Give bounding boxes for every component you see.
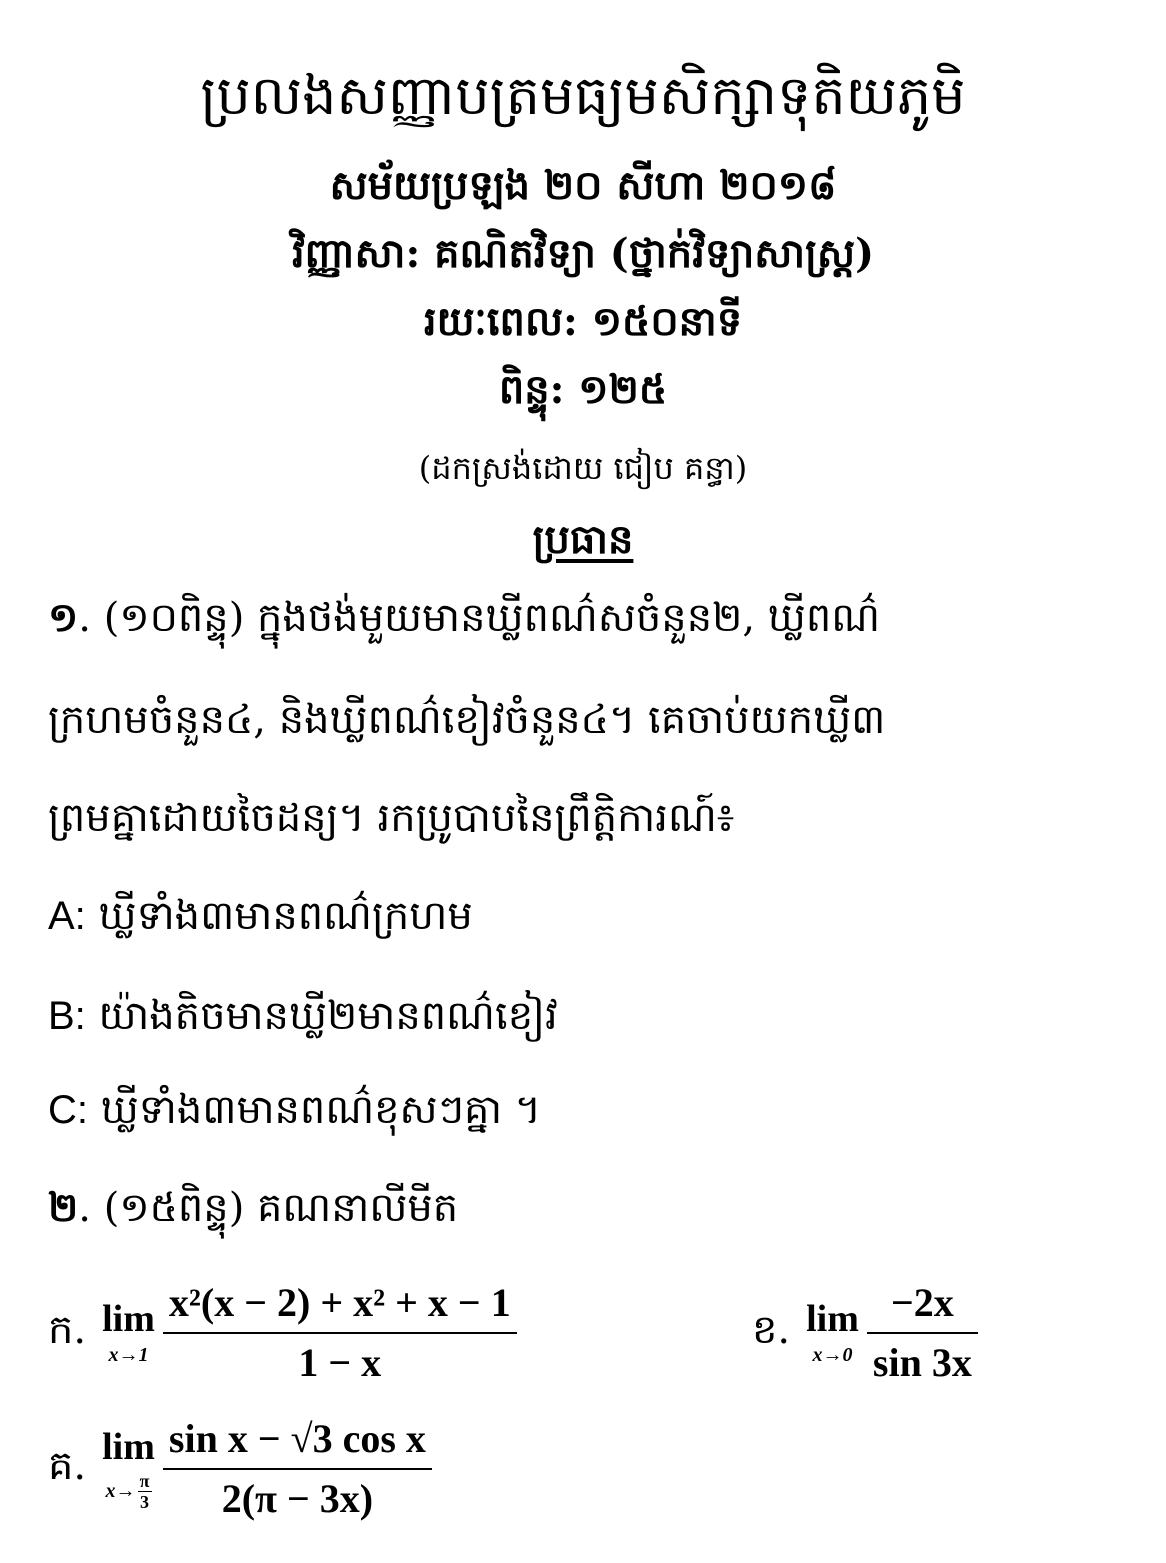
event-c-text: ឃ្លីទាំង៣មានពណ៌ខុសៗគ្នា ។ <box>88 1087 542 1133</box>
limit-c <box>48 1416 432 1522</box>
question-1-text-1: . (១០ពិន្ទុ) ក្នុងថង់មួយមានឃ្លីពណ៌សចំនួន២, ឃ្លីពណ៌ <box>78 595 881 641</box>
limit-a-fraction <box>163 1280 517 1386</box>
limit-b-fraction <box>867 1280 978 1386</box>
event-b-label: B: <box>48 994 86 1038</box>
limit-b-numerator: −2x <box>890 1280 954 1325</box>
limit-c-fraction-bar <box>163 1468 432 1470</box>
limit-c-approach-den: 3 <box>140 1491 149 1512</box>
limit-b-operator <box>806 1297 859 1367</box>
limit-c-label: គ. <box>48 1442 87 1489</box>
limit-a-approach: x→1 <box>108 1343 149 1366</box>
exam-subject: វិញ្ញាសា: គណិតវិទ្យា (ថ្នាក់វិទ្យាសាស្ត្រ) <box>291 230 875 277</box>
limit-c-fraction <box>163 1416 432 1522</box>
limit-c-denominator: 2(π − 3x) <box>221 1476 374 1521</box>
limit-a-denominator: 1 − x <box>298 1340 382 1385</box>
event-a-text: ឃ្លីទាំង៣មានពណ៌ក្រហម <box>85 893 473 939</box>
limit-c-approach-var: x→ <box>105 1479 136 1502</box>
event-b <box>48 990 558 1049</box>
limit-c-lim: lim <box>102 1425 155 1468</box>
exam-duration: រយៈពេល: ១៥០នាទី <box>423 298 743 345</box>
question-2-number: ២ <box>48 1184 79 1231</box>
exam-title: ប្រលងសញ្ញាបត្រមធ្យមសិក្សាទុតិយភូមិ <box>200 64 966 127</box>
limit-c-numerator: sin x − √3 cos x <box>168 1416 426 1461</box>
limit-b-approach: x→0 <box>812 1343 853 1366</box>
question-2-text: . (១៥ពិន្ទុ) គណនាលីមីត <box>78 1185 459 1231</box>
limit-a-operator <box>102 1297 155 1367</box>
limit-b-denominator: sin 3x <box>872 1340 972 1385</box>
limit-c-approach-fraction <box>138 1472 152 1511</box>
question-2-line <box>48 1182 458 1241</box>
limit-c-approach-num: π <box>139 1470 150 1491</box>
event-b-text: យ៉ាងតិចមានឃ្លី២មានពណ៌ខៀវ <box>85 993 558 1039</box>
exam-score: ពិន្ទុ: ១២៥ <box>498 366 668 413</box>
limit-a-lim: lim <box>102 1297 155 1340</box>
limit-a-label: ក. <box>48 1306 87 1353</box>
limit-c-operator <box>102 1425 155 1512</box>
section-heading <box>0 514 1166 573</box>
question-1-line-2: ក្រហមចំនួន៤, និងឃ្លីពណ៌ខៀវចំនួន៤។ គេចាប់យកឃ្លី៣ <box>48 697 886 743</box>
question-1-line-3: ព្រមគ្នាដោយចៃដន្យ។ រកប្រូបាបនៃព្រឹត្តិការណ៍៖ <box>48 795 735 841</box>
event-a-label: A: <box>48 894 86 938</box>
limit-b-fraction-bar <box>867 1332 978 1334</box>
limit-a-numerator: x²(x − 2) + x² + x − 1 <box>168 1280 511 1325</box>
question-1-number: ១ <box>48 594 79 641</box>
exam-credit: (ដកស្រង់ដោយ ជៀប គន្ធា) <box>418 449 748 487</box>
limit-a <box>48 1280 517 1386</box>
limit-b <box>752 1280 978 1386</box>
event-c <box>48 1084 541 1143</box>
event-c-label: C: <box>48 1088 88 1132</box>
limit-a-fraction-bar <box>163 1332 517 1334</box>
event-a <box>48 890 473 949</box>
exam-session: សម័យប្រឡង ២០ សីហា ២០១៨ <box>329 162 837 209</box>
limit-b-lim: lim <box>806 1297 859 1340</box>
question-1-line-1 <box>48 592 880 651</box>
limit-c-approach <box>106 1472 152 1511</box>
limit-b-label: ខ. <box>752 1306 791 1353</box>
section-heading-text: ប្រធាន <box>532 516 634 563</box>
